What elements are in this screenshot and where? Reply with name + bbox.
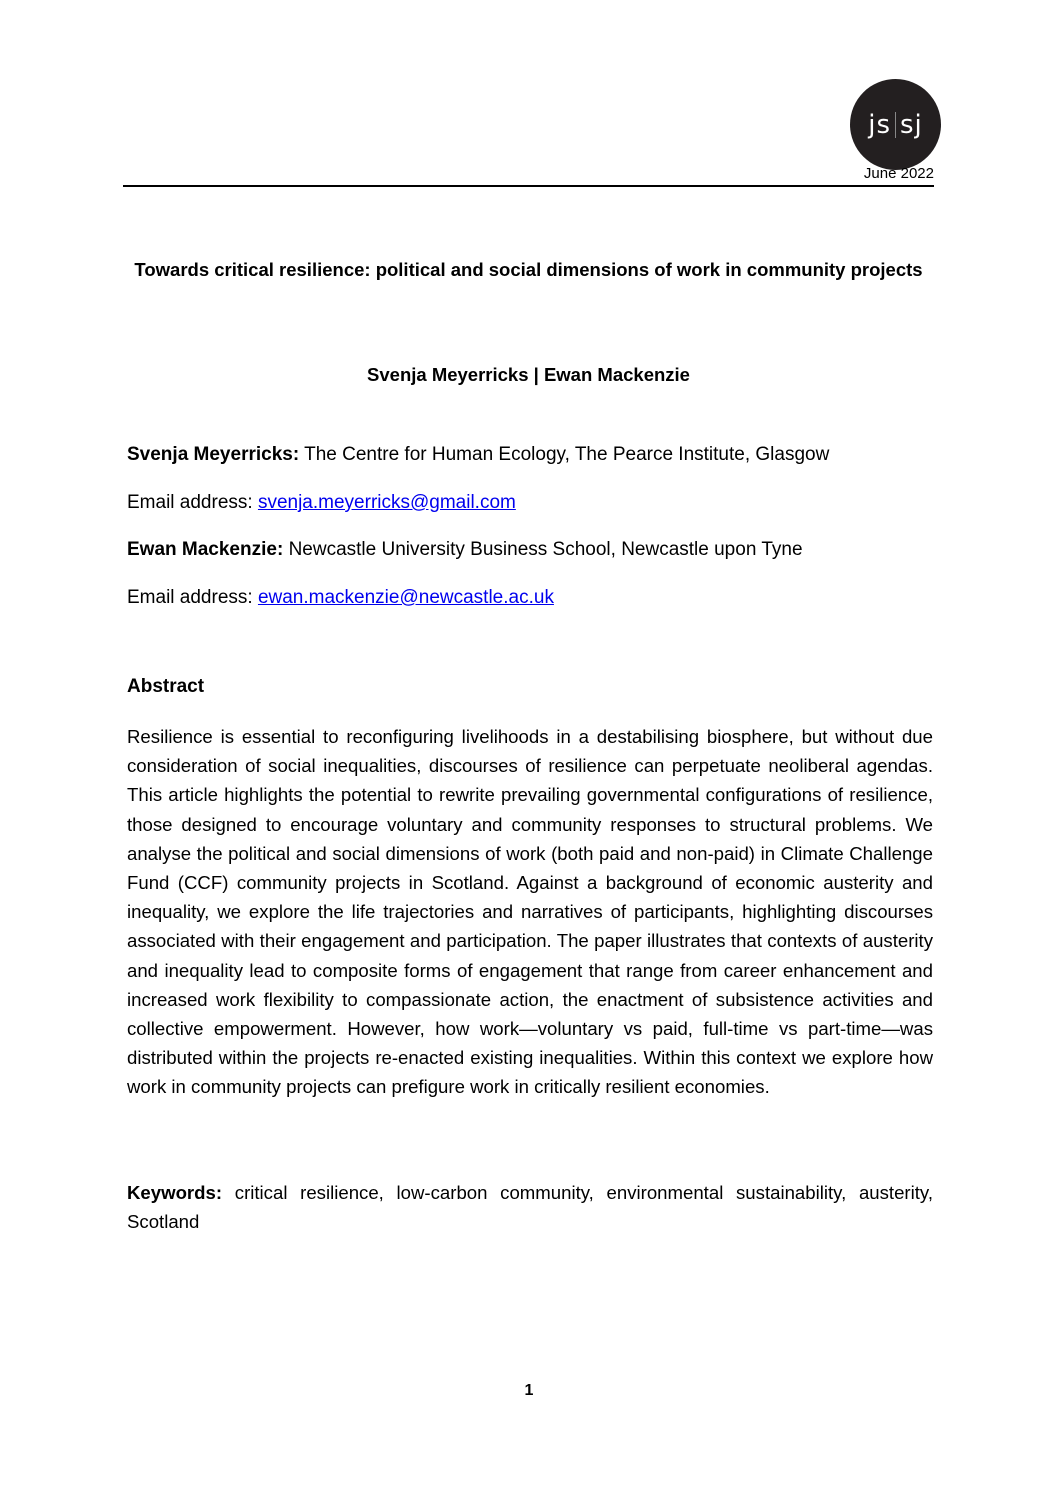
email-line-1 [127, 488, 933, 517]
logo-left-text: js [868, 109, 891, 140]
author-1-affiliation: The Centre for Human Ecology, The Pearce Institute, Glasgow [304, 444, 830, 465]
abstract-text: Resilience is essential to reconfiguring livelihoods in a destabilising biosphere, but without due consideration of social inequalities, discourses of resilience can perpetuate neoliberal agendas. This article highlights the potential to rewrite prevailing governmental configurations of resilience, those designed to encourage voluntary and community responses to structural problems. We analyse the political and social dimensions of work (both paid and non-paid) in Climate Challenge Fund (CCF) community projects in Scotland. Against a background of economic austerity and inequality, we explore the life trajectories and narratives of participants, highlighting discourses associated with their engagement and participation. The paper illustrates that contexts of austerity and inequality lead to composite forms of engagement that range from career enhancement and increased work flexibility to compassionate action, the enactment of subsistence activities and collective empowerment. However, how work—voluntary vs paid, full-time vs part-time—was distributed within the projects re-enacted existing inequalities. Within this context we explore how work in community projects can prefigure work in critically resilient economies. [127, 726, 933, 1098]
logo-right-text: sj [900, 109, 923, 140]
authors-line: Svenja Meyerricks | Ewan Mackenzie [367, 364, 690, 385]
keywords-label: Keywords: [127, 1182, 223, 1203]
author-2-affiliation: Newcastle University Business School, Newcastle upon Tyne [288, 539, 803, 560]
paper-title: Towards critical resilience: political and social dimensions of work in community projects [134, 259, 923, 280]
author-1-name: Svenja Meyerricks: [127, 444, 300, 465]
journal-logo [850, 79, 941, 170]
logo-separator [895, 112, 896, 138]
email-label: Email address: [127, 587, 253, 608]
affiliation-1 [127, 440, 933, 469]
keywords-text: critical resilience, low-carbon community, environmental sustainability, austerity, Scotland [127, 1182, 933, 1233]
keywords [127, 1178, 933, 1236]
email-label: Email address: [127, 492, 253, 513]
affiliation-2 [127, 535, 933, 564]
author-2-name: Ewan Mackenzie: [127, 539, 284, 560]
page-number: 1 [524, 1382, 534, 1399]
author-2-email-link[interactable]: ewan.mackenzie@newcastle.ac.uk [257, 587, 554, 608]
author-1-email-link[interactable]: svenja.meyerricks@gmail.com [257, 492, 516, 513]
email-line-2 [127, 583, 933, 612]
abstract-heading: Abstract [127, 676, 205, 697]
publication-date: June 2022 [863, 165, 934, 182]
header-rule [123, 185, 934, 187]
